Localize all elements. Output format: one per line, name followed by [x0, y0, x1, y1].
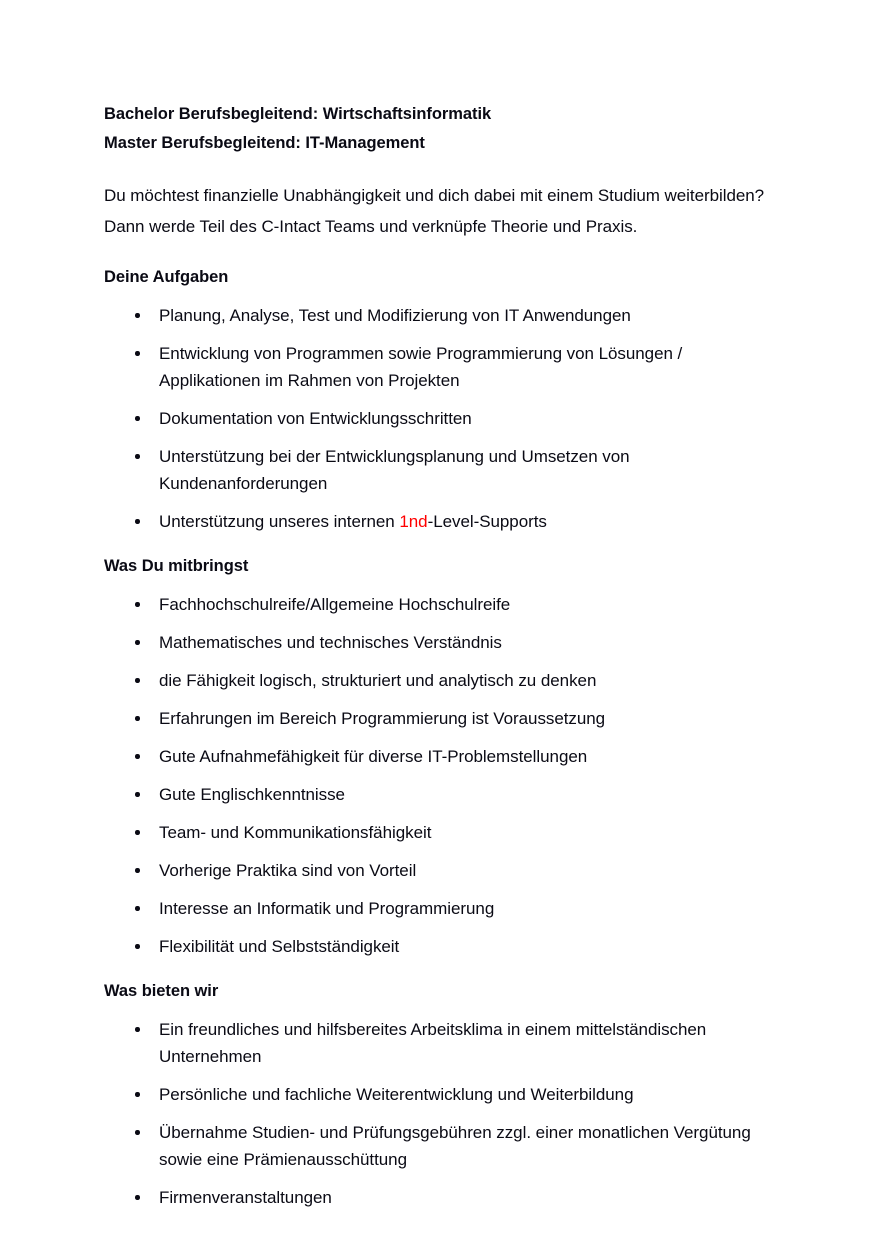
list-item-text: Entwicklung von Programmen sowie Programmierung von Lösungen / Applikationen im Rahmen von Projekten — [159, 344, 683, 390]
list-item-text: Ein freundliches und hilfsbereites Arbeitsklima in einem mittelständischen Unternehmen — [159, 1020, 707, 1066]
list-item — [104, 1119, 776, 1173]
sections-container — [104, 264, 776, 1211]
bullet-list — [104, 591, 776, 960]
bullet-dot-icon — [135, 351, 140, 356]
job-title-line-2: Master Berufsbegleitend: IT-Management — [104, 134, 425, 152]
list-item-text: Mathematisches und technisches Verständnis — [159, 633, 502, 652]
section-block — [104, 978, 776, 1211]
list-item — [104, 302, 776, 329]
list-item-text: Persönliche und fachliche Weiterentwicklung und Weiterbildung — [159, 1085, 634, 1104]
list-item — [104, 857, 776, 884]
list-item — [104, 667, 776, 694]
bullet-dot-icon — [135, 944, 140, 949]
bullet-dot-icon — [135, 1027, 140, 1032]
list-item — [104, 340, 776, 394]
section-heading: Was Du mitbringst — [104, 557, 249, 575]
bullet-dot-icon — [135, 416, 140, 421]
section-heading: Was bieten wir — [104, 982, 219, 1000]
section-block — [104, 553, 776, 960]
bullet-dot-icon — [135, 519, 140, 524]
bullet-dot-icon — [135, 830, 140, 835]
list-item-text: Unterstützung unseres internen — [159, 512, 400, 531]
list-item — [104, 781, 776, 808]
list-item — [104, 1016, 776, 1070]
bullet-dot-icon — [135, 906, 140, 911]
bullet-dot-icon — [135, 454, 140, 459]
list-item — [104, 405, 776, 432]
list-item-text: Firmenveranstaltungen — [159, 1188, 332, 1207]
section-block — [104, 264, 776, 535]
bullet-dot-icon — [135, 313, 140, 318]
list-item-text: Interesse an Informatik und Programmierung — [159, 899, 495, 918]
list-item-text-suffix: -Level-Supports — [427, 512, 547, 531]
list-item — [104, 743, 776, 770]
list-item-text: Planung, Analyse, Test und Modifizierung von IT Anwendungen — [159, 306, 631, 325]
list-item-text: die Fähigkeit logisch, strukturiert und analytisch zu denken — [159, 671, 597, 690]
bullet-dot-icon — [135, 1130, 140, 1135]
list-item-text: Gute Aufnahmefähigkeit für diverse IT-Problemstellungen — [159, 747, 588, 766]
highlighted-text: 1nd — [399, 512, 428, 531]
job-title-line-1: Bachelor Berufsbegleitend: Wirtschaftsinformatik — [104, 105, 492, 123]
bullet-dot-icon — [135, 716, 140, 721]
list-item — [104, 933, 776, 960]
list-item-text: Übernahme Studien- und Prüfungsgebühren zzgl. einer monatlichen Vergütung sowie eine Prämienausschüttung — [159, 1123, 751, 1169]
bullet-dot-icon — [135, 792, 140, 797]
list-item-text: Vorherige Praktika sind von Vorteil — [159, 861, 417, 880]
bullet-dot-icon — [135, 868, 140, 873]
list-item-text: Gute Englischkenntnisse — [159, 785, 345, 804]
list-item — [104, 443, 776, 497]
bullet-dot-icon — [135, 678, 140, 683]
bullet-dot-icon — [135, 640, 140, 645]
list-item — [104, 895, 776, 922]
list-item — [104, 705, 776, 732]
list-item-text: Flexibilität und Selbstständigkeit — [159, 937, 400, 956]
bullet-dot-icon — [135, 602, 140, 607]
bullet-list — [104, 302, 776, 535]
section-heading: Deine Aufgaben — [104, 268, 229, 286]
list-item-text: Dokumentation von Entwicklungsschritten — [159, 409, 472, 428]
list-item — [104, 1081, 776, 1108]
document-body — [104, 100, 776, 1211]
bullet-list — [104, 1016, 776, 1211]
list-item — [104, 819, 776, 846]
list-item-text: Erfahrungen im Bereich Programmierung ist Voraussetzung — [159, 709, 606, 728]
list-item-text: Team- und Kommunikationsfähigkeit — [159, 823, 432, 842]
list-item — [104, 591, 776, 618]
list-item-text: Fachhochschulreife/Allgemeine Hochschulreife — [159, 595, 511, 614]
list-item-text: Unterstützung bei der Entwicklungsplanung und Umsetzen von Kundenanforderungen — [159, 447, 630, 493]
list-item — [104, 1184, 776, 1211]
bullet-dot-icon — [135, 754, 140, 759]
list-item — [104, 508, 776, 535]
bullet-dot-icon — [135, 1195, 140, 1200]
bullet-dot-icon — [135, 1092, 140, 1097]
list-item — [104, 629, 776, 656]
intro-paragraph: Du möchtest finanzielle Unabhängigkeit und dich dabei mit einem Studium weiterbilden? Dann werde Teil des C-Intact Teams und verknüpfe Theorie und Praxis. — [104, 186, 765, 236]
job-title-block — [104, 100, 776, 158]
